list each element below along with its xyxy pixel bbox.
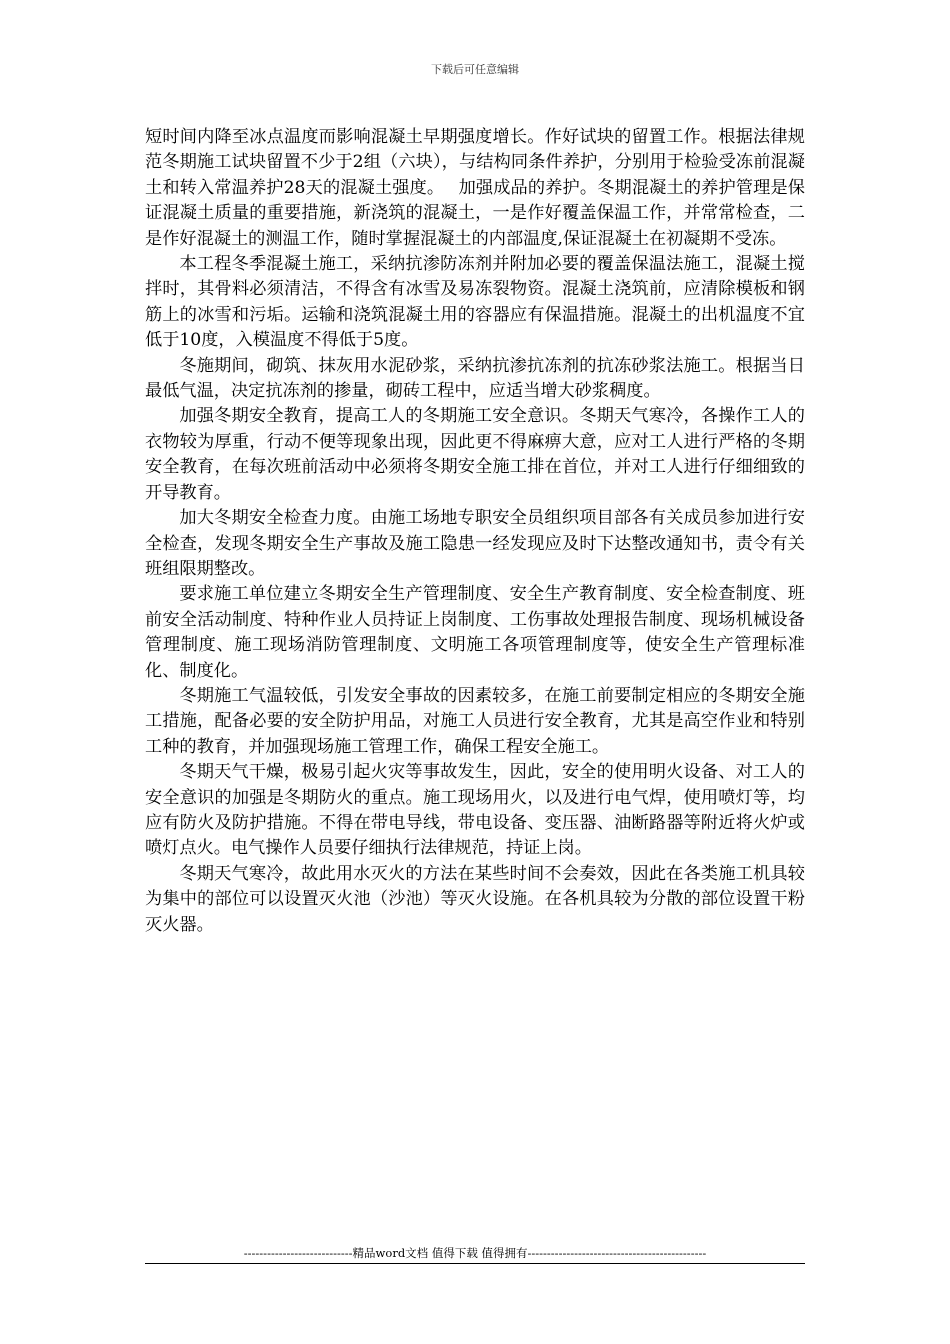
page-header: 下载后可任意编辑	[431, 63, 519, 76]
paragraph-4: 加强冬期安全教育，提高工人的冬期施工安全意识。冬期天气寒冷，各操作工人的衣物较为厚重，行动不便等现象出现，因此更不得麻痹大意，应对工人进行严格的冬期安全教育，在每次班前活动中必须将冬期安全施工排在首位，并对工人进行仔细细致的开导教育。	[145, 406, 805, 503]
paragraph-8: 冬期天气干燥，极易引起火灾等事故发生，因此，安全的使用明火设备、对工人的安全意识的加强是冬期防火的重点。施工现场用火，以及进行电气焊，使用喷灯等，均应有防火及防护措施。不得在带电导线，带电设备、变压器、油断路器等附近将火炉或喷灯点火。电气操作人员要仔细执行法律规范，持证上岗。	[145, 762, 805, 859]
paragraph-7: 冬期施工气温较低，引发安全事故的因素较多，在施工前要制定相应的冬期安全施工措施，配备必要的安全防护用品，对施工人员进行安全教育，尤其是高空作业和特别工种的教育，并加强现场施工管理工作，确保工程安全施工。	[145, 685, 805, 757]
footer-divider	[145, 1263, 805, 1264]
paragraph-1: 短时间内降至冰点温度而影响混凝土早期强度增长。作好试块的留置工作。根据法律规范冬期施工试块留置不少于2组（六块），与结构同条件养护，分别用于检验受冻前混凝土和转入常温养护28天的混凝土强度。 加强成品的养护。冬期混凝土的养护管理是保证混凝土质量的重要措施，新浇筑的混凝土，一是作好覆盖保温工作，并常常检查，二是作好混凝土的测温工作，随时掌握混凝土的内部温度,保证混凝土在初凝期不受冻。	[145, 127, 805, 249]
document-body	[145, 125, 805, 938]
paragraph-9: 冬期天气寒冷，故此用水灭火的方法在某些时间不会奏效，因此在各类施工机具较为集中的部位可以设置灭火池（沙池）等灭火设施。在各机具较为分散的部位设置干粉灭火器。	[145, 863, 805, 935]
page-footer: ----------------------------精品word文档 值得下载 值得拥有----------------------------------------------	[243, 1246, 707, 1260]
paragraph-2: 本工程冬季混凝土施工，采纳抗渗防冻剂并附加必要的覆盖保温法施工，混凝土搅拌时，其骨料必须清洁，不得含有冰雪及易冻裂物资。混凝土浇筑前，应清除模板和钢筋上的冰雪和污垢。运输和浇筑混凝土用的容器应有保温措施。混凝土的出机温度不宜低于10度，入模温度不得低于5度。	[145, 254, 805, 351]
paragraph-5: 加大冬期安全检查力度。由施工场地专职安全员组织项目部各有关成员参加进行安全检查，发现冬期安全生产事故及施工隐患一经发现应及时下达整改通知书，责令有关班组限期整改。	[145, 508, 805, 579]
paragraph-6: 要求施工单位建立冬期安全生产管理制度、安全生产教育制度、安全检查制度、班前安全活动制度、特种作业人员持证上岗制度、工伤事故处理报告制度、现场机械设备管理制度、施工现场消防管理制度、文明施工各项管理制度等，使安全生产管理标准化、制度化。	[145, 584, 805, 681]
paragraph-3: 冬施期间，砌筑、抹灰用水泥砂浆，采纳抗渗抗冻剂的抗冻砂浆法施工。根据当日最低气温，决定抗冻剂的掺量，砌砖工程中，应适当增大砂浆稠度。	[145, 355, 805, 402]
